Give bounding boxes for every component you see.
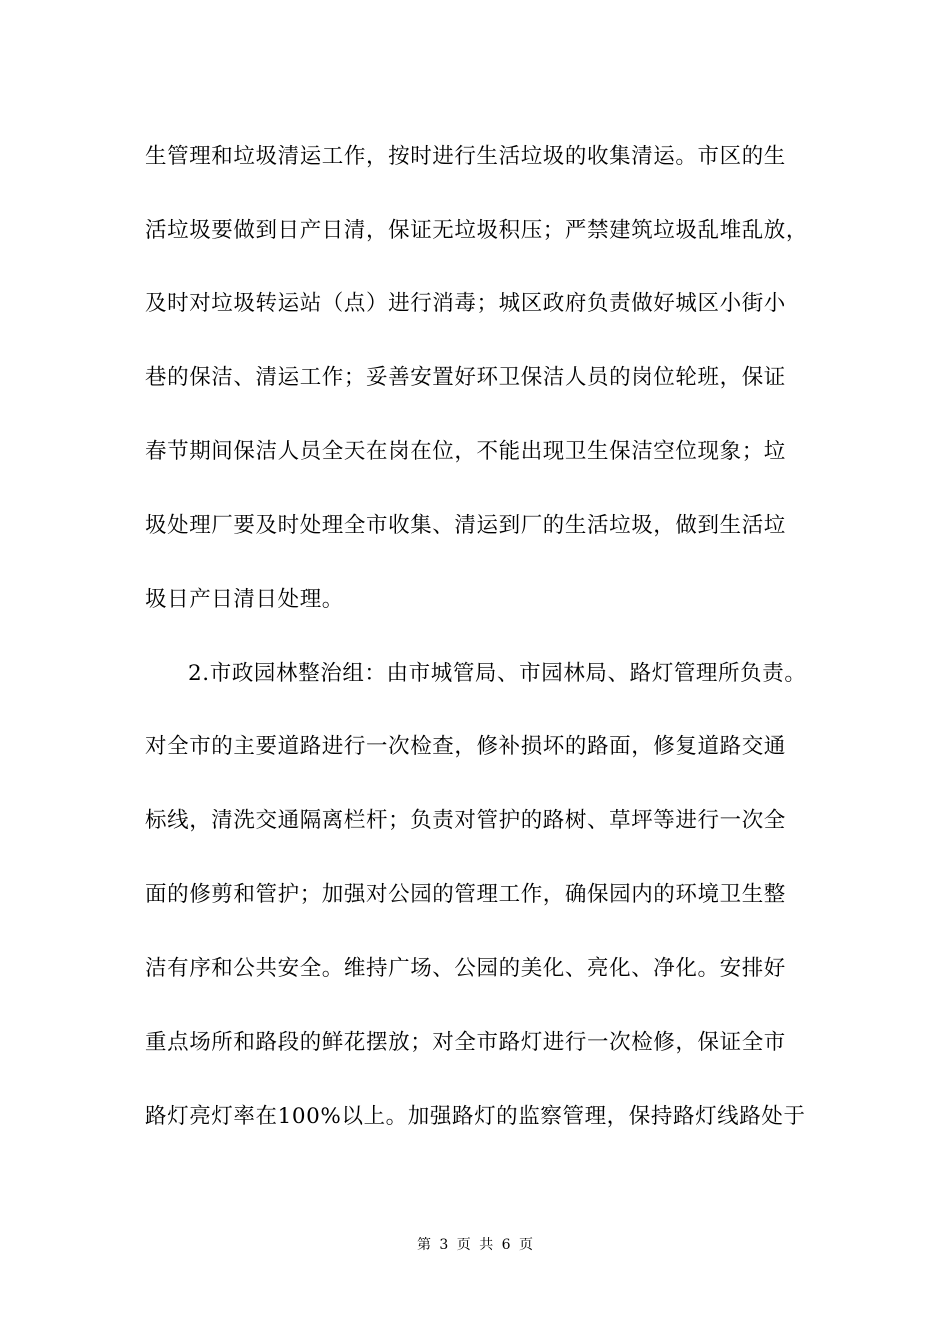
text-line: 重点场所和路段的鲜花摆放；对全市路灯进行一次检修，保证全市 [145,1030,786,1055]
footer-suffix: 页 [519,1237,534,1253]
text-line: 巷的保洁、清运工作；妥善安置好环卫保洁人员的岗位轮班，保证 [145,365,786,390]
footer-total-word: 共 [479,1237,494,1253]
text-line: 春节期间保洁人员全天在岗在位，不能出现卫生保洁空位现象；垃 [145,439,786,464]
current-page-number: 3 [439,1237,449,1253]
text-line: 活垃圾要做到日产日清，保证无垃圾积压；严禁建筑垃圾乱堆乱放， [145,218,809,243]
text-line: 面的修剪和管护；加强对公园的管理工作，确保园内的环境卫生整 [145,882,786,907]
text-line: 标线，清洗交通隔离栏杆；负责对管护的路树、草坪等进行一次全 [145,808,786,833]
total-pages-number: 6 [501,1237,511,1253]
text-line: 对全市的主要道路进行一次检查，修补损坏的路面，修复道路交通 [145,734,786,759]
text-line: 路灯亮灯率在100%以上。加强路灯的监察管理，保持路灯线路处于 [145,1104,806,1129]
page-footer [0,1236,950,1254]
text-line: 圾日产日清日处理。 [145,587,344,612]
text-line: 生管理和垃圾清运工作，按时进行生活垃圾的收集清运。市区的生 [145,144,786,169]
text-line: 洁有序和公共安全。维持广场、公园的美化、亮化、净化。安排好 [145,956,786,981]
footer-page-word: 页 [456,1237,471,1253]
text-line: 及时对垃圾转运站（点）进行消毒；城区政府负责做好城区小街小 [145,291,786,316]
paragraph-heading: 2.市政园林整治组：由市城管局、市园林局、路灯管理所负责。 [188,661,807,686]
text-line: 圾处理厂要及时处理全市收集、清运到厂的生活垃圾，做到生活垃 [145,513,786,538]
footer-prefix: 第 [416,1237,431,1253]
